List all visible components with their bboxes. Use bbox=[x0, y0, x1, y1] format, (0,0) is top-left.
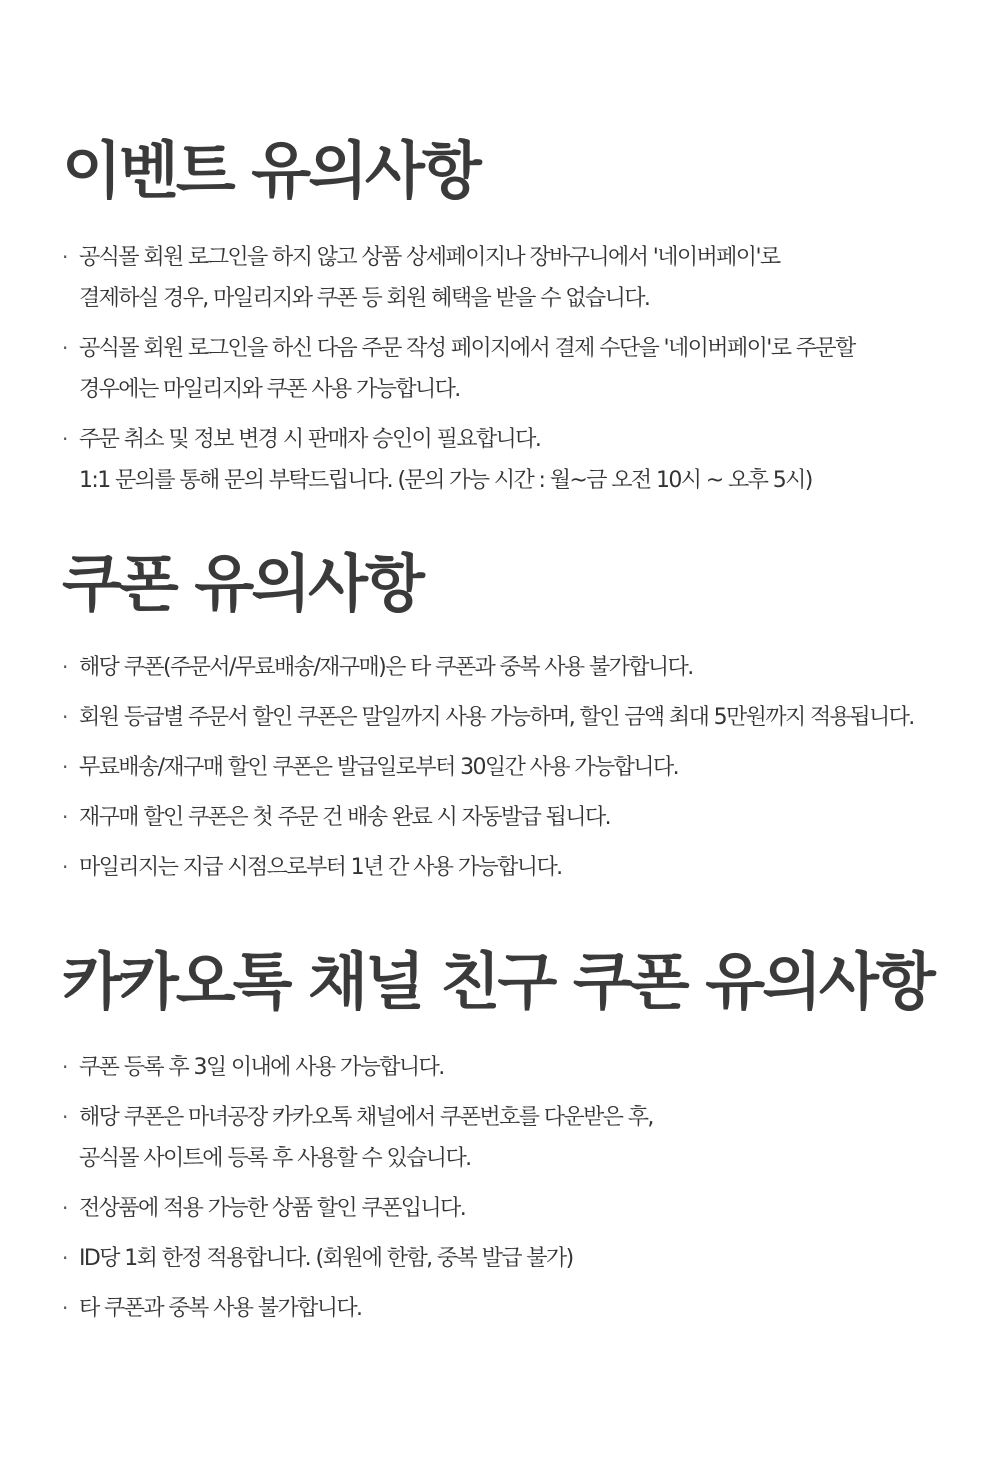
kakao-coupon-notice-list bbox=[62, 1047, 962, 1329]
list-item bbox=[62, 1288, 962, 1329]
bullet: · bbox=[62, 805, 67, 829]
bullet: · bbox=[62, 1296, 67, 1320]
list-item-text: 전상품에 적용 가능한 상품 할인 쿠폰입니다. bbox=[79, 1196, 466, 1221]
bullet: · bbox=[62, 1055, 67, 1079]
bullet: · bbox=[62, 1196, 67, 1220]
list-item bbox=[62, 1188, 962, 1229]
kakao-coupon-notice-title: 카카오톡 채널 친구 쿠폰 유의사항 bbox=[62, 945, 933, 1018]
list-item bbox=[62, 1047, 962, 1088]
event-notice-list bbox=[62, 237, 962, 501]
list-item-text: 경우에는 마일리지와 쿠폰 사용 가능합니다. bbox=[79, 377, 460, 402]
list-item-text: 회원 등급별 주문서 할인 쿠폰은 말일까지 사용 가능하며, 할인 금액 최대 5만원까지 적용됩니다. bbox=[79, 705, 914, 730]
list-item bbox=[62, 847, 962, 888]
list-item-text: 공식몰 회원 로그인을 하신 다음 주문 작성 페이지에서 결제 수단을 '네이버페이'로 주문할 bbox=[79, 336, 855, 361]
bullet: · bbox=[62, 1105, 67, 1129]
list-item-text: 해당 쿠폰은 마녀공장 카카오톡 채널에서 쿠폰번호를 다운받은 후, bbox=[79, 1105, 653, 1130]
list-item bbox=[62, 1238, 962, 1279]
list-item-text: 해당 쿠폰(주문서/무료배송/재구매)은 타 쿠폰과 중복 사용 불가합니다. bbox=[79, 655, 693, 680]
coupon-notice-title: 쿠폰 유의사항 bbox=[62, 547, 422, 620]
bullet: · bbox=[62, 705, 67, 729]
list-item-text: 결제하실 경우, 마일리지와 쿠폰 등 회원 혜택을 받을 수 없습니다. bbox=[79, 286, 650, 311]
list-item-text: 공식몰 사이트에 등록 후 사용할 수 있습니다. bbox=[79, 1146, 471, 1171]
list-item-text: 1:1 문의를 통해 문의 부탁드립니다. (문의 가능 시간 : 월~금 오전 10시 ~ 오후 5시) bbox=[79, 468, 812, 493]
bullet: · bbox=[62, 1246, 67, 1270]
bullet: · bbox=[62, 755, 67, 779]
event-notice-title: 이벤트 유의사항 bbox=[62, 134, 479, 207]
list-item-text: ID당 1회 한정 적용합니다. (회원에 한함, 중복 발급 불가) bbox=[79, 1246, 573, 1271]
list-item bbox=[62, 1097, 962, 1179]
bullet: · bbox=[62, 655, 67, 679]
list-item bbox=[62, 747, 962, 788]
list-item-text: 타 쿠폰과 중복 사용 불가합니다. bbox=[79, 1296, 362, 1321]
list-item bbox=[62, 797, 962, 838]
list-item-text: 마일리지는 지급 시점으로부터 1년 간 사용 가능합니다. bbox=[79, 855, 562, 880]
bullet: · bbox=[62, 427, 67, 451]
bullet: · bbox=[62, 245, 67, 269]
list-item bbox=[62, 328, 962, 410]
list-item bbox=[62, 237, 962, 319]
list-item bbox=[62, 647, 962, 688]
list-item-text: 공식몰 회원 로그인을 하지 않고 상품 상세페이지나 장바구니에서 '네이버페이'로 bbox=[79, 245, 780, 270]
bullet: · bbox=[62, 855, 67, 879]
list-item-text: 재구매 할인 쿠폰은 첫 주문 건 배송 완료 시 자동발급 됩니다. bbox=[79, 805, 610, 830]
list-item-text: 무료배송/재구매 할인 쿠폰은 발급일로부터 30일간 사용 가능합니다. bbox=[79, 755, 678, 780]
bullet: · bbox=[62, 336, 67, 360]
list-item-text: 주문 취소 및 정보 변경 시 판매자 승인이 필요합니다. bbox=[79, 427, 541, 452]
list-item bbox=[62, 697, 962, 738]
list-item bbox=[62, 419, 962, 501]
coupon-notice-list bbox=[62, 647, 962, 888]
list-item-text: 쿠폰 등록 후 3일 이내에 사용 가능합니다. bbox=[79, 1055, 444, 1080]
